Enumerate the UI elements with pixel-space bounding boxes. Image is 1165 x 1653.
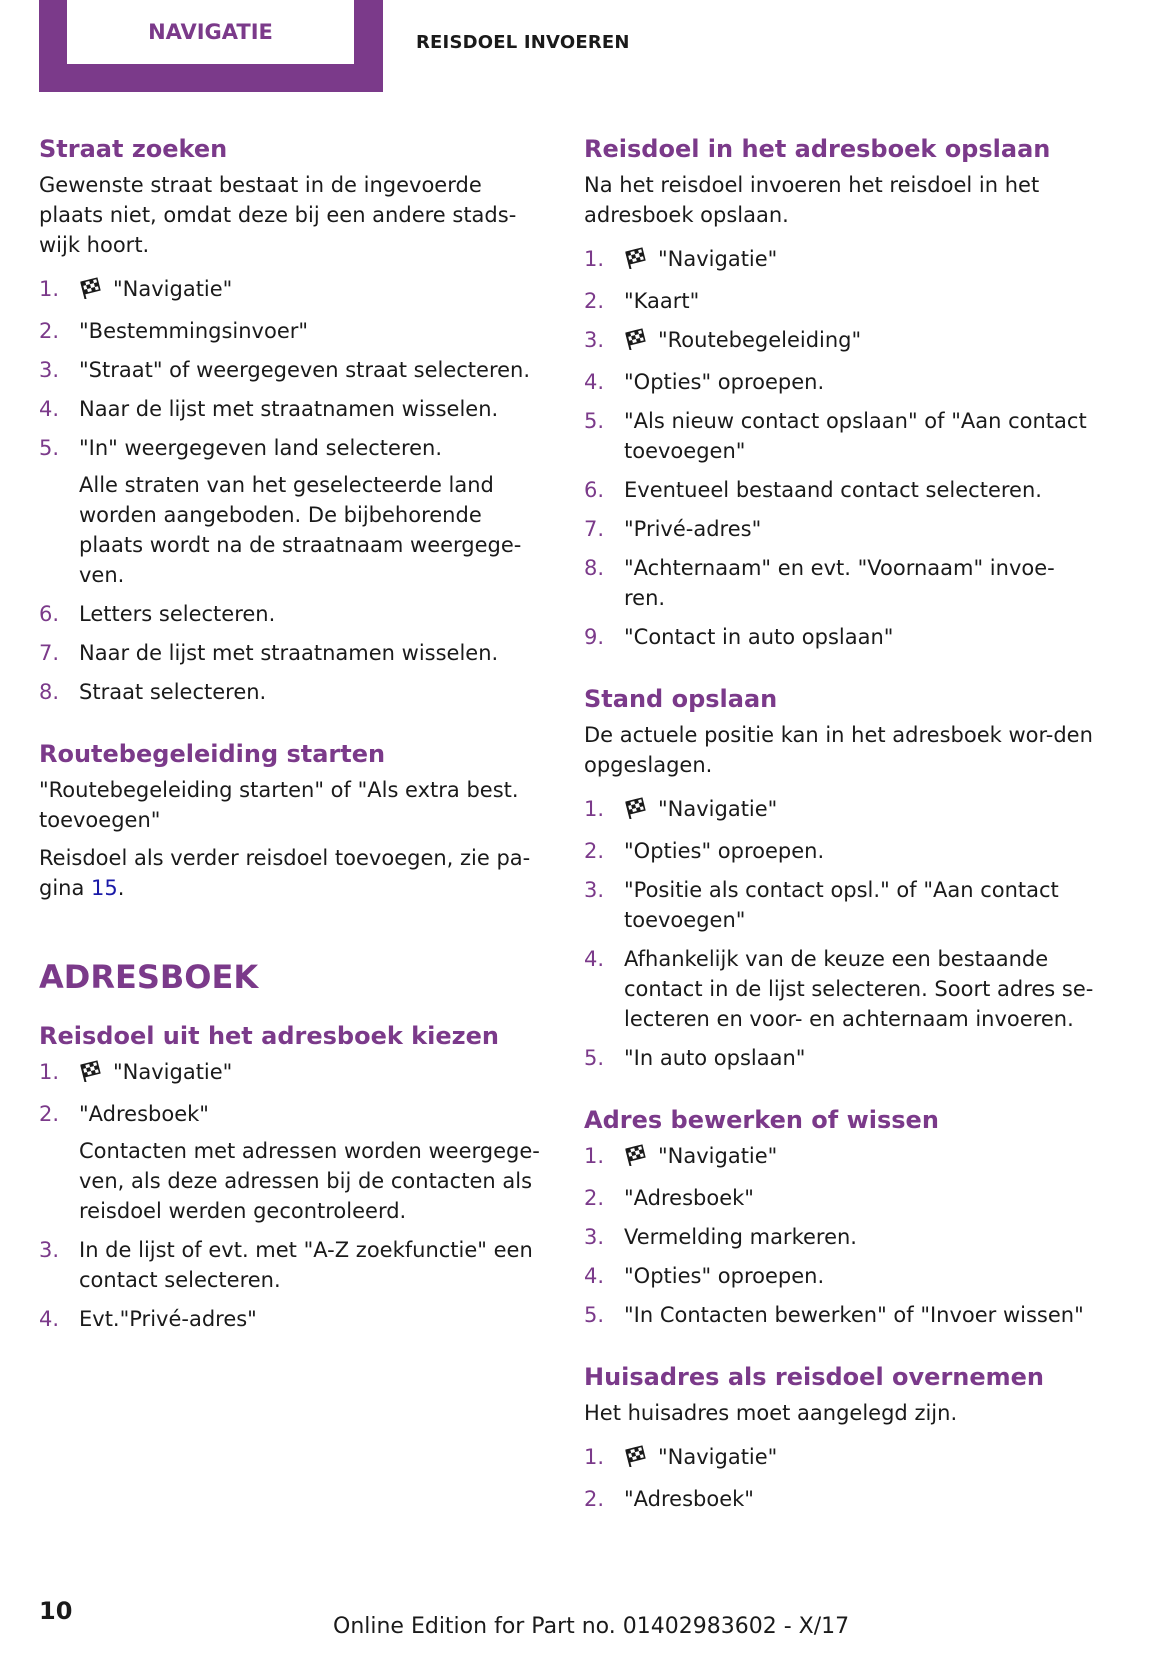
steps-straat-zoeken <box>39 274 544 707</box>
list-item <box>584 325 1094 358</box>
checkered-flag-icon <box>624 1144 648 1174</box>
step-text: "In auto opslaan" <box>624 1046 806 1070</box>
step-text: "Kaart" <box>624 289 700 313</box>
step-text: Eventueel bestaand contact selecteren. <box>624 478 1042 502</box>
step-number: 5. <box>584 409 605 433</box>
list-item <box>584 1141 1094 1174</box>
step-number: 3. <box>39 358 60 382</box>
step-text: In de lijst of evt. met "A-Z zoekfunctie" een contact selecteren. <box>79 1238 533 1292</box>
step-text: "Opties" oproepen. <box>624 1264 825 1288</box>
left-column <box>39 132 544 1334</box>
list-item <box>39 1304 544 1334</box>
step-text: "Adresboek" <box>624 1487 754 1511</box>
list-item <box>584 1043 1094 1073</box>
steps-stand-opslaan <box>584 794 1094 1073</box>
steps-huisadres <box>584 1442 1094 1514</box>
step-text: Letters selecteren. <box>79 602 276 626</box>
step-text: "Adresboek" <box>79 1102 209 1126</box>
list-item <box>584 1442 1094 1475</box>
step-text: Naar de lijst met straatnamen wisselen. <box>79 397 499 421</box>
step-number: 8. <box>584 556 605 580</box>
checkered-flag-icon <box>624 1445 648 1475</box>
checkered-flag-icon <box>79 1060 103 1090</box>
step-number: 2. <box>584 839 605 863</box>
step-number: 9. <box>584 625 605 649</box>
step-number: 1. <box>584 1144 605 1168</box>
step-number: 1. <box>584 797 605 821</box>
step-text: "In" weergegeven land selecteren. <box>79 436 443 460</box>
step-number: 4. <box>584 947 605 971</box>
step-number: 3. <box>584 878 605 902</box>
step-number: 5. <box>584 1046 605 1070</box>
list-item <box>39 433 544 590</box>
intro-straat-zoeken: Gewenste straat bestaat in de ingevoerde plaats niet, omdat deze bij een andere stads-wijk hoort. <box>39 173 517 257</box>
list-item <box>39 1235 544 1295</box>
list-item <box>584 622 1094 652</box>
step-text: "Navigatie" <box>658 1445 778 1469</box>
list-item <box>39 599 544 629</box>
step-text: "Bestemmingsinvoer" <box>79 319 309 343</box>
heading-huisadres: Huisadres als reisdoel overnemen <box>584 1363 1045 1391</box>
list-item <box>39 274 544 307</box>
chapter-tab <box>39 0 383 92</box>
list-item <box>584 367 1094 397</box>
step-text: "Adresboek" <box>624 1186 754 1210</box>
step-number: 1. <box>39 1060 60 1084</box>
step-text: "Navigatie" <box>658 247 778 271</box>
intro-stand-opslaan: De actuele positie kan in het adresboek wor-den opgeslagen. <box>584 723 1093 777</box>
step-number: 2. <box>584 1186 605 1210</box>
step-text: Straat selecteren. <box>79 680 267 704</box>
list-item <box>584 286 1094 316</box>
chapter-tab-label: NAVIGATIE <box>67 0 354 64</box>
checkered-flag-icon <box>624 797 648 827</box>
route-paragraph-2 <box>39 843 544 903</box>
heading-routebegeleiding-starten: Routebegeleiding starten <box>39 740 386 768</box>
list-item <box>39 316 544 346</box>
step-text: "Navigatie" <box>658 797 778 821</box>
steps-adres-bewerken <box>584 1141 1094 1330</box>
steps-reisdoel-uit-adresboek <box>39 1057 544 1334</box>
step-text: "Achternaam" en evt. "Voornaam" invoe-ren. <box>624 556 1055 610</box>
list-item <box>584 1183 1094 1213</box>
step-number: 5. <box>584 1303 605 1327</box>
list-item <box>584 944 1094 1034</box>
step-number: 3. <box>584 328 605 352</box>
intro-huisadres: Het huisadres moet aangelegd zijn. <box>584 1401 958 1425</box>
step-number: 4. <box>584 1264 605 1288</box>
step-number: 4. <box>39 397 60 421</box>
heading-adres-bewerken: Adres bewerken of wissen <box>584 1106 939 1134</box>
list-item <box>584 1300 1094 1330</box>
heading-stand-opslaan: Stand opslaan <box>584 685 778 713</box>
step-number: 2. <box>39 1102 60 1126</box>
list-item <box>584 406 1094 466</box>
heading-reisdoel-opslaan: Reisdoel in het adresboek opslaan <box>584 135 1051 163</box>
list-item <box>584 1261 1094 1291</box>
step-text: "Navigatie" <box>658 1144 778 1168</box>
step-text: "Privé-adres" <box>624 517 762 541</box>
step-number: 8. <box>39 680 60 704</box>
step-text: "Opties" oproepen. <box>624 370 825 394</box>
step-text: "Contact in auto opslaan" <box>624 625 894 649</box>
step-note: Alle straten van het geselecteerde land worden aangeboden. De bijbehorende plaats wordt na de straatnaam weergege-ven. <box>79 473 522 587</box>
right-column <box>584 132 1094 1514</box>
list-item <box>39 355 544 385</box>
list-item <box>39 394 544 424</box>
step-text: Vermelding markeren. <box>624 1225 857 1249</box>
list-item <box>39 638 544 668</box>
route-paragraph-2-end: . <box>117 876 125 900</box>
step-text: Evt."Privé-adres" <box>79 1307 257 1331</box>
step-number: 3. <box>584 1225 605 1249</box>
list-item <box>584 1484 1094 1514</box>
list-item <box>584 514 1094 544</box>
checkered-flag-icon <box>79 277 103 307</box>
list-item <box>39 1099 544 1226</box>
step-number: 2. <box>584 1487 605 1511</box>
step-number: 2. <box>584 289 605 313</box>
list-item <box>39 1057 544 1090</box>
page-link-15[interactable]: 15 <box>91 876 118 900</box>
step-number: 2. <box>39 319 60 343</box>
step-text: Naar de lijst met straatnamen wisselen. <box>79 641 499 665</box>
step-text: Afhankelijk van de keuze een bestaande contact in de lijst selecteren. Soort adres se-lecteren en voor- en achternaam invoeren. <box>624 947 1094 1031</box>
route-paragraph-1: "Routebegeleiding starten" of "Als extra best. toevoegen" <box>39 778 519 832</box>
step-number: 1. <box>584 247 605 271</box>
list-item <box>584 553 1094 613</box>
step-text: "Routebegeleiding" <box>658 328 862 352</box>
steps-reisdoel-opslaan <box>584 244 1094 652</box>
step-text: "Navigatie" <box>113 1060 233 1084</box>
step-number: 4. <box>584 370 605 394</box>
checkered-flag-icon <box>624 328 648 358</box>
step-number: 7. <box>584 517 605 541</box>
step-number: 3. <box>39 1238 60 1262</box>
page-number: 10 <box>39 1597 73 1625</box>
edition-footer: Online Edition for Part no. 01402983602 - X/17 <box>333 1614 850 1639</box>
heading-straat-zoeken: Straat zoeken <box>39 135 228 163</box>
step-number: 4. <box>39 1307 60 1331</box>
list-item <box>584 875 1094 935</box>
list-item <box>584 244 1094 277</box>
step-number: 1. <box>39 277 60 301</box>
step-text: "In Contacten bewerken" of "Invoer wissen" <box>624 1303 1084 1327</box>
list-item <box>39 677 544 707</box>
checkered-flag-icon <box>624 247 648 277</box>
step-text: "Positie als contact opsl." of "Aan contact toevoegen" <box>624 878 1059 932</box>
list-item <box>584 836 1094 866</box>
chapter-title-adresboek: ADRESBOEK <box>39 958 259 996</box>
step-note: Contacten met adressen worden weergege-ven, als deze adressen bij de contacten als reisdoel werden gecontroleerd. <box>79 1139 540 1223</box>
step-number: 6. <box>584 478 605 502</box>
step-text: "Opties" oproepen. <box>624 839 825 863</box>
section-title: REISDOEL INVOEREN <box>416 32 630 53</box>
step-number: 6. <box>39 602 60 626</box>
heading-reisdoel-uit-adresboek: Reisdoel uit het adresboek kiezen <box>39 1022 499 1050</box>
step-number: 5. <box>39 436 60 460</box>
list-item <box>584 475 1094 505</box>
intro-reisdoel-opslaan: Na het reisdoel invoeren het reisdoel in het adresboek opslaan. <box>584 173 1040 227</box>
list-item <box>584 794 1094 827</box>
step-text: "Navigatie" <box>113 277 233 301</box>
step-number: 1. <box>584 1445 605 1469</box>
step-text: "Als nieuw contact opslaan" of "Aan contact toevoegen" <box>624 409 1087 463</box>
list-item <box>584 1222 1094 1252</box>
step-text: "Straat" of weergegeven straat selecteren. <box>79 358 531 382</box>
step-number: 7. <box>39 641 60 665</box>
route-paragraph-2-text: Reisdoel als verder reisdoel toevoegen, zie pa-gina <box>39 846 531 900</box>
